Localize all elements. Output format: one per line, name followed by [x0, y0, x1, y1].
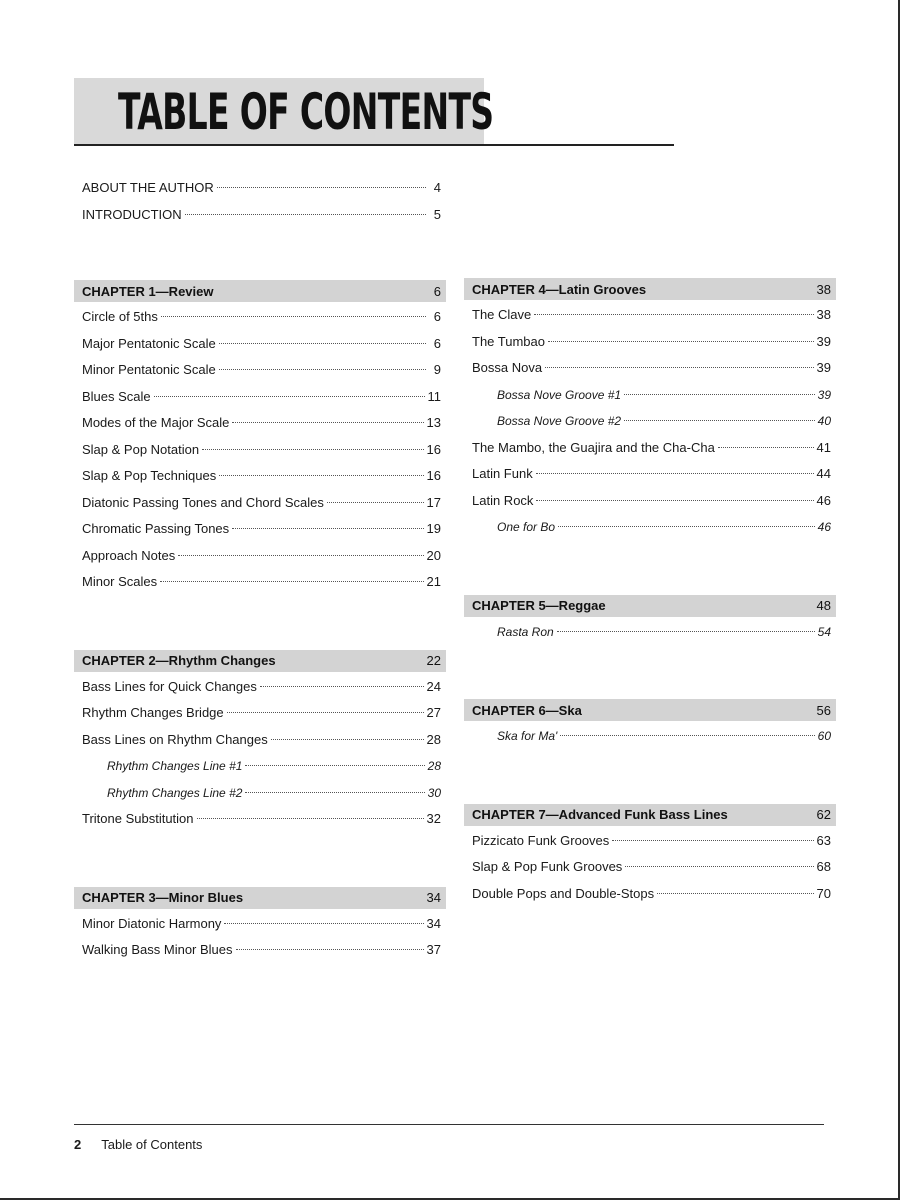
- entry-label: Slap & Pop Funk Grooves: [472, 859, 623, 874]
- dot-leader: [232, 528, 423, 529]
- entry-label: Rhythm Changes Line #1: [107, 759, 243, 773]
- dot-leader: [612, 840, 813, 841]
- entry-label: Circle of 5ths: [82, 309, 158, 324]
- toc-entry[interactable]: [74, 674, 446, 701]
- entry-page-number: 5: [433, 207, 441, 222]
- entry-page-number: 24: [426, 678, 441, 694]
- entry-label: Modes of the Major Scale: [82, 415, 230, 430]
- entry-page-number: 46: [817, 520, 831, 534]
- entry-page-number: 39: [816, 333, 831, 349]
- toc-entry[interactable]: [74, 437, 446, 464]
- page-title: TABLE OF CONTENTS: [118, 83, 494, 141]
- entry-label: One for Bo: [497, 520, 556, 534]
- toc-entry[interactable]: [464, 302, 836, 329]
- entry-page-number: 38: [816, 307, 831, 322]
- chapter-page-number: 56: [816, 702, 831, 718]
- chapter-heading[interactable]: [74, 887, 446, 909]
- toc-entry[interactable]: [74, 174, 446, 201]
- entry-page-number: 6: [433, 335, 441, 351]
- page-footer: [74, 1137, 202, 1152]
- toc-entry[interactable]: [464, 329, 836, 356]
- toc-subentry[interactable]: [464, 408, 836, 435]
- entry-label: Walking Bass Minor Blues: [82, 942, 233, 957]
- entry-page-number: 41: [816, 439, 831, 455]
- dot-leader: [217, 187, 426, 188]
- dot-leader: [327, 502, 424, 503]
- entry-label: Bass Lines for Quick Changes: [82, 678, 257, 694]
- entry-page-number: 37: [426, 942, 441, 957]
- entry-label: Bossa Nova: [472, 360, 543, 375]
- entry-label: Double Pops and Double-Stops: [472, 885, 655, 901]
- entry-page-number: 4: [433, 180, 441, 195]
- entry-label: Slap & Pop Techniques: [82, 468, 217, 483]
- entry-label: Minor Scales: [82, 574, 158, 589]
- toc-entry[interactable]: [464, 854, 836, 881]
- chapter-section: [464, 804, 836, 908]
- entry-page-number: 28: [427, 759, 441, 773]
- toc-entry[interactable]: [74, 331, 446, 358]
- entry-page-number: 40: [817, 414, 831, 428]
- toc-entry[interactable]: [74, 937, 446, 964]
- dot-leader: [536, 500, 813, 501]
- toc-entry[interactable]: [74, 569, 446, 596]
- toc-entry[interactable]: [74, 911, 446, 938]
- entry-label: ABOUT THE AUTHOR: [82, 180, 214, 195]
- dot-leader: [219, 369, 426, 370]
- chapter-section: [464, 595, 836, 646]
- entry-page-number: 11: [427, 388, 441, 404]
- dot-leader: [202, 449, 423, 450]
- entry-page-number: 46: [816, 492, 831, 508]
- entry-label: Rhythm Changes Line #2: [107, 785, 243, 800]
- entry-label: The Tumbao: [472, 333, 545, 349]
- dot-leader: [545, 367, 813, 368]
- toc-entry[interactable]: [74, 201, 446, 228]
- footer-page-number: 2: [74, 1137, 82, 1152]
- toc-entry[interactable]: [464, 828, 836, 855]
- toc-entry[interactable]: [74, 463, 446, 490]
- dot-leader: [245, 765, 424, 766]
- title-rule: [74, 144, 674, 146]
- chapter-page-number: 34: [426, 890, 441, 905]
- chapter-section: [74, 650, 446, 833]
- chapter-page-number: 48: [816, 598, 831, 613]
- chapter-title: CHAPTER 1—Review: [82, 283, 214, 299]
- entry-page-number: 34: [426, 915, 441, 931]
- dot-leader: [224, 923, 423, 924]
- toc-entry[interactable]: [74, 357, 446, 384]
- entry-label: Major Pentatonic Scale: [82, 335, 216, 351]
- dot-leader: [227, 712, 424, 713]
- entry-page-number: 54: [817, 624, 831, 639]
- entry-page-number: 44: [816, 466, 831, 481]
- chapter-title: CHAPTER 6—Ska: [472, 702, 582, 718]
- footer-rule: [74, 1124, 824, 1125]
- dot-leader: [160, 581, 423, 582]
- dot-leader: [232, 422, 423, 423]
- toc-entry[interactable]: [74, 304, 446, 331]
- toc-entry[interactable]: [74, 700, 446, 727]
- entry-page-number: 16: [426, 441, 441, 457]
- dot-leader: [197, 818, 424, 819]
- toc-left-column: [74, 280, 446, 1018]
- chapter-heading[interactable]: [74, 650, 446, 672]
- entry-page-number: 68: [816, 859, 831, 874]
- entry-label: Tritone Substitution: [82, 811, 194, 826]
- dot-leader: [271, 739, 424, 740]
- entry-label: Diatonic Passing Tones and Chord Scales: [82, 494, 324, 510]
- entry-label: Blues Scale: [82, 388, 151, 404]
- dot-leader: [161, 316, 426, 317]
- toc-subentry[interactable]: [464, 382, 836, 409]
- entry-page-number: 9: [433, 362, 441, 377]
- chapter-heading[interactable]: [464, 595, 836, 617]
- chapter-page-number: 62: [816, 807, 831, 822]
- toc-entry[interactable]: [74, 410, 446, 437]
- chapter-title: CHAPTER 5—Reggae: [472, 598, 606, 613]
- entry-label: The Mambo, the Guajira and the Cha-Cha: [472, 439, 715, 455]
- dot-leader: [557, 631, 815, 632]
- entry-page-number: 70: [816, 885, 831, 901]
- chapter-heading[interactable]: [74, 280, 446, 302]
- dot-leader: [625, 866, 813, 867]
- dot-leader: [560, 735, 814, 736]
- dot-leader: [657, 893, 813, 894]
- entry-label: Chromatic Passing Tones: [82, 521, 230, 536]
- entry-label: Minor Pentatonic Scale: [82, 362, 216, 377]
- chapter-title: CHAPTER 3—Minor Blues: [82, 890, 244, 905]
- chapter-title: CHAPTER 7—Advanced Funk Bass Lines: [472, 807, 728, 822]
- toc-subentry[interactable]: [74, 780, 446, 807]
- dot-leader: [236, 949, 424, 950]
- entry-page-number: 28: [426, 731, 441, 747]
- toc-entry[interactable]: [464, 461, 836, 488]
- dot-leader: [154, 396, 425, 397]
- entry-label: Rasta Ron: [497, 624, 554, 639]
- toc-entry[interactable]: [74, 727, 446, 754]
- toc-entry[interactable]: [74, 384, 446, 411]
- entry-page-number: 63: [816, 832, 831, 848]
- intro-list: [74, 174, 446, 228]
- toc-right-column: [464, 278, 836, 961]
- footer-label: Table of Contents: [101, 1137, 203, 1152]
- chapter-heading[interactable]: [464, 804, 836, 826]
- entry-page-number: 32: [426, 811, 441, 826]
- entry-page-number: 13: [426, 415, 441, 430]
- entry-label: Pizzicato Funk Grooves: [472, 832, 610, 848]
- entry-label: Rhythm Changes Bridge: [82, 705, 224, 720]
- toc-subentry[interactable]: [464, 619, 836, 646]
- dot-leader: [536, 473, 814, 474]
- chapter-page-number: 6: [433, 283, 441, 299]
- toc-entry[interactable]: [464, 435, 836, 462]
- dot-leader: [245, 792, 424, 793]
- chapter-section: [464, 699, 836, 750]
- toc-subentry[interactable]: [74, 753, 446, 780]
- entry-label: INTRODUCTION: [82, 207, 182, 222]
- entry-label: Bossa Nove Groove #2: [497, 414, 622, 428]
- entry-page-number: 27: [426, 705, 441, 720]
- entry-page-number: 60: [817, 729, 831, 743]
- toc-entry[interactable]: [74, 516, 446, 543]
- dot-leader: [534, 314, 813, 315]
- dot-leader: [624, 394, 815, 395]
- entry-label: Slap & Pop Notation: [82, 441, 200, 457]
- toc-subentry[interactable]: [464, 514, 836, 541]
- chapter-section: [74, 280, 446, 596]
- dot-leader: [718, 447, 814, 448]
- toc-entry[interactable]: [74, 806, 446, 833]
- toc-entry[interactable]: [464, 488, 836, 515]
- dot-leader: [185, 214, 426, 215]
- entry-label: Latin Rock: [472, 492, 534, 508]
- chapter-title: CHAPTER 4—Latin Grooves: [472, 281, 647, 297]
- toc-entry[interactable]: [464, 881, 836, 908]
- entry-label: Minor Diatonic Harmony: [82, 915, 222, 931]
- toc-entry[interactable]: [74, 543, 446, 570]
- entry-page-number: 17: [426, 494, 441, 510]
- toc-entry[interactable]: [74, 490, 446, 517]
- toc-entry[interactable]: [464, 355, 836, 382]
- entry-label: Bossa Nove Groove #1: [497, 387, 622, 402]
- entry-page-number: 16: [426, 468, 441, 483]
- chapter-page-number: 22: [426, 653, 441, 668]
- entry-label: Approach Notes: [82, 547, 176, 563]
- dot-leader: [558, 526, 815, 527]
- entry-page-number: 6: [433, 309, 441, 324]
- chapter-heading[interactable]: [464, 699, 836, 721]
- chapter-section: [464, 278, 836, 541]
- chapter-title: CHAPTER 2—Rhythm Changes: [82, 653, 276, 668]
- dot-leader: [219, 343, 426, 344]
- entry-label: Latin Funk: [472, 466, 533, 481]
- entry-page-number: 39: [816, 360, 831, 375]
- entry-page-number: 19: [426, 521, 441, 536]
- chapter-heading[interactable]: [464, 278, 836, 300]
- dot-leader: [178, 555, 423, 556]
- entry-label: Ska for Ma': [497, 729, 558, 743]
- entry-page-number: 21: [426, 574, 441, 589]
- entry-label: Bass Lines on Rhythm Changes: [82, 731, 268, 747]
- dot-leader: [548, 341, 814, 342]
- dot-leader: [624, 420, 815, 421]
- dot-leader: [260, 686, 424, 687]
- chapter-section: [74, 887, 446, 964]
- dot-leader: [219, 475, 423, 476]
- chapter-page-number: 38: [816, 281, 831, 297]
- entry-page-number: 39: [817, 387, 831, 402]
- toc-subentry[interactable]: [464, 723, 836, 750]
- entry-page-number: 30: [427, 785, 441, 800]
- entry-page-number: 20: [426, 547, 441, 563]
- entry-label: The Clave: [472, 307, 532, 322]
